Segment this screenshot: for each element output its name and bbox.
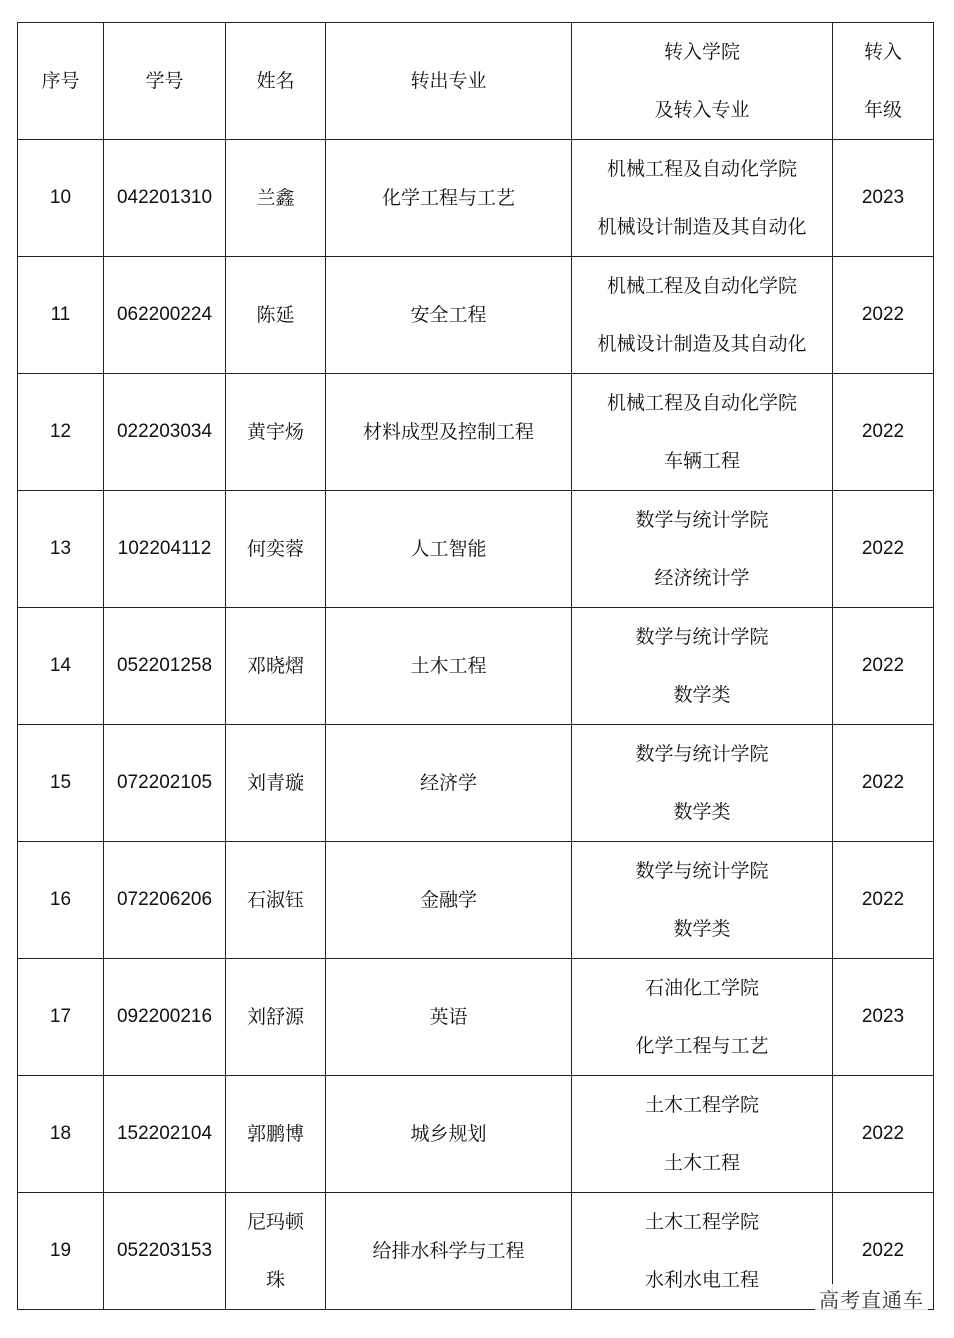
cell-student-id: 102204112 [104,491,226,608]
cell-to-college: 土木工程学院 [644,1211,759,1233]
header-grade [833,23,934,140]
table-body [18,140,934,1310]
header-seq: 序号 [18,23,104,140]
cell-name: 兰鑫 [226,140,326,257]
cell-from-major: 金融学 [326,842,572,959]
cell-to-college: 机械工程及自动化学院 [606,392,797,414]
cell-grade: 2022 [833,842,934,959]
cell-student-id: 062200224 [104,257,226,374]
cell-to-college-major [572,959,833,1076]
cell-name: 陈延 [226,257,326,374]
table-row [18,842,934,959]
cell-to-college: 数学与统计学院 [635,509,769,531]
cell-grade: 2022 [833,608,934,725]
cell-name: 刘舒源 [226,959,326,1076]
header-student-id: 学号 [104,23,226,140]
cell-name: 黄宇炀 [226,374,326,491]
header-to-college [572,23,833,140]
header-grade-line1: 转入 [863,41,902,63]
cell-to-major: 化学工程与工艺 [635,1035,769,1057]
table-header-row [18,23,934,140]
cell-grade: 2022 [833,1076,934,1193]
cell-seq: 13 [18,491,104,608]
cell-seq: 19 [18,1193,104,1310]
table-row [18,257,934,374]
cell-to-major: 机械设计制造及其自动化 [597,216,807,238]
cell-to-major: 水利水电工程 [644,1269,759,1291]
cell-to-college: 数学与统计学院 [635,860,769,882]
cell-to-major: 数学类 [673,801,731,823]
cell-student-id: 092200216 [104,959,226,1076]
table-row [18,1076,934,1193]
cell-to-college: 石油化工学院 [644,977,759,999]
cell-to-college: 机械工程及自动化学院 [606,275,797,297]
cell-seq: 17 [18,959,104,1076]
cell-name: 郭鹏博 [226,1076,326,1193]
cell-student-id: 022203034 [104,374,226,491]
cell-from-major: 经济学 [326,725,572,842]
cell-from-major: 材料成型及控制工程 [326,374,572,491]
watermark: 高考直通车 [815,1284,928,1313]
header-to-college-line2: 及转入专业 [654,99,750,121]
cell-seq: 15 [18,725,104,842]
table-row [18,374,934,491]
cell-seq: 10 [18,140,104,257]
cell-grade: 2022 [833,725,934,842]
cell-to-college: 数学与统计学院 [635,743,769,765]
cell-from-major: 城乡规划 [326,1076,572,1193]
cell-student-id: 072202105 [104,725,226,842]
cell-seq: 11 [18,257,104,374]
cell-grade: 2022 [833,491,934,608]
cell-to-college-major [572,1193,833,1310]
cell-to-college-major [572,374,833,491]
cell-from-major: 人工智能 [326,491,572,608]
cell-to-college-major [572,1076,833,1193]
cell-seq: 16 [18,842,104,959]
cell-name: 何奕蓉 [226,491,326,608]
cell-student-id: 052203153 [104,1193,226,1310]
header-from-major: 转出专业 [326,23,572,140]
cell-student-id: 072206206 [104,842,226,959]
cell-to-college-major [572,257,833,374]
header-name: 姓名 [226,23,326,140]
cell-to-major: 数学类 [673,684,731,706]
cell-to-major: 机械设计制造及其自动化 [597,333,807,355]
cell-from-major: 英语 [326,959,572,1076]
cell-to-college-major [572,725,833,842]
cell-to-college-major [572,491,833,608]
header-to-college-line1: 转入学院 [663,41,740,63]
table-row [18,959,934,1076]
cell-student-id: 052201258 [104,608,226,725]
cell-to-college: 土木工程学院 [644,1094,759,1116]
cell-to-major: 数学类 [673,918,731,940]
cell-from-major: 土木工程 [326,608,572,725]
table-row [18,725,934,842]
cell-from-major: 安全工程 [326,257,572,374]
table-row [18,608,934,725]
cell-name-line2: 珠 [265,1269,285,1291]
cell-name: 邓晓熠 [226,608,326,725]
cell-to-college: 机械工程及自动化学院 [606,158,797,180]
table-row [18,491,934,608]
cell-to-major: 土木工程 [663,1152,740,1174]
cell-name-line1: 尼玛顿 [246,1211,304,1233]
cell-name: 石淑钰 [226,842,326,959]
cell-to-college: 数学与统计学院 [635,626,769,648]
cell-to-major: 经济统计学 [654,567,750,589]
cell-to-major: 车辆工程 [663,450,740,472]
cell-from-major: 化学工程与工艺 [326,140,572,257]
cell-grade: 2022 [833,374,934,491]
transfer-students-table [17,22,934,1310]
cell-student-id: 042201310 [104,140,226,257]
table-row [18,1193,934,1310]
cell-seq: 18 [18,1076,104,1193]
cell-seq: 12 [18,374,104,491]
cell-grade: 2022 [833,257,934,374]
cell-to-college-major [572,608,833,725]
cell-grade: 2023 [833,959,934,1076]
cell-to-college-major [572,140,833,257]
cell-grade: 2022 [833,1193,934,1310]
cell-name: 刘青璇 [226,725,326,842]
table-row [18,140,934,257]
cell-name [226,1193,326,1310]
header-grade-line2: 年级 [863,99,902,121]
cell-student-id: 152202104 [104,1076,226,1193]
cell-grade: 2023 [833,140,934,257]
cell-seq: 14 [18,608,104,725]
cell-from-major: 给排水科学与工程 [326,1193,572,1310]
cell-to-college-major [572,842,833,959]
